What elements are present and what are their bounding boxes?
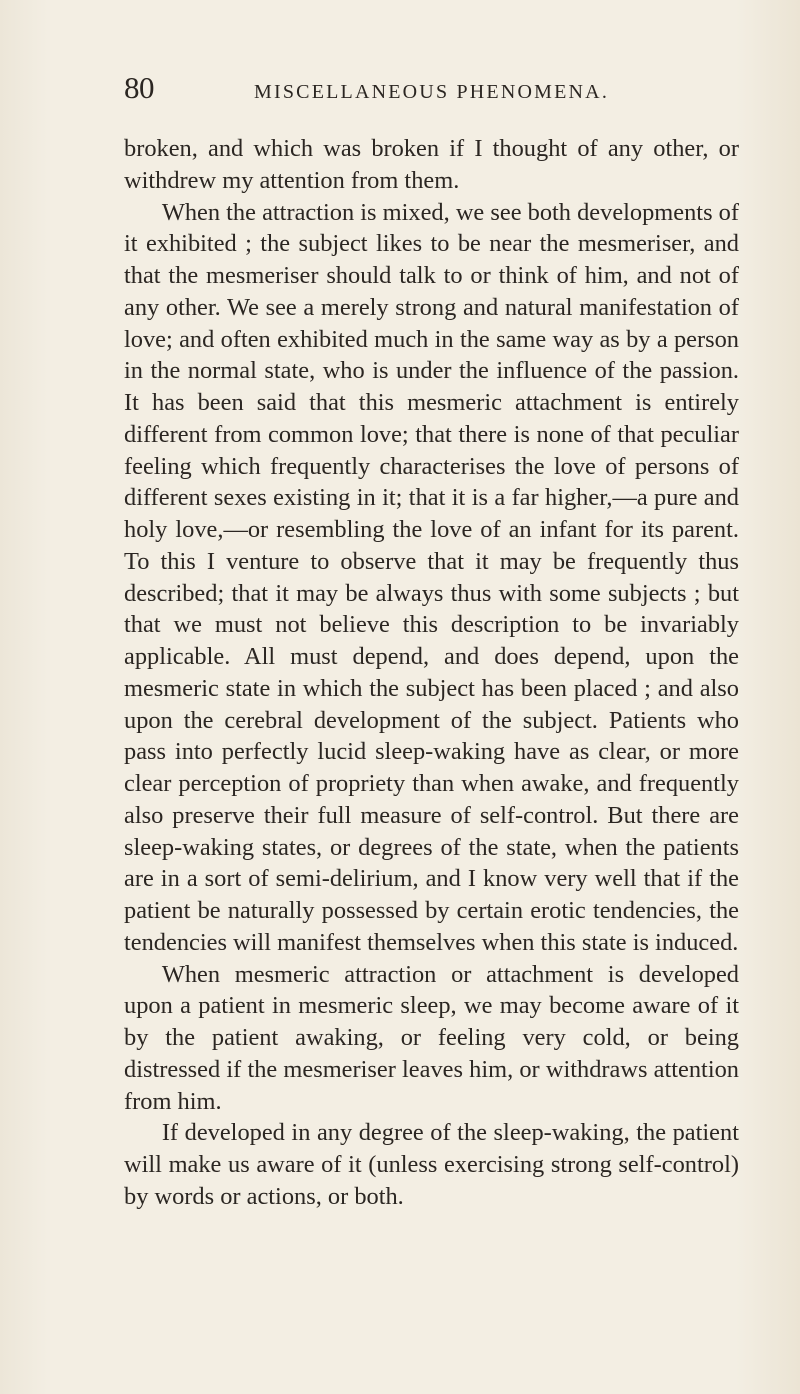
running-head xyxy=(124,68,744,108)
page-number: 80 xyxy=(124,70,154,105)
paragraph: When the attraction is mixed, we see both developments of it exhibited ; the subject likes to be near the mesmeriser, and that the mesmeriser should talk to or think of him, and not of any other. We see a merely strong and natural manifestation of love; and often exhibited much in the same way as by a person in the normal state, who is under the influence of the passion. It has been said that this mesmeric attachment is entirely different from common love; that there is none of that peculiar feeling which frequently characterises the love of persons of different sexes existing in it; that it is a far higher,—a pure and holy love,—or resembling the love of an infant for its parent. To this I venture to observe that it may be frequently thus described; that it may be always thus with some subjects ; but that we must not believe this description to be invariably applicable. All must depend, and does depend, upon the mesmeric state in which the subject has been placed ; and also upon the cerebral development of the subject. Patients who pass into perfectly lucid sleep-waking have as clear, or more clear perception of propriety than when awake, and frequently also preserve their full measure of self-control. But there are sleep-waking states, or degrees of the state, when the patients are in a sort of semi-delirium, and I know very well that if the patient be naturally possessed by certain erotic tendencies, the tendencies will manifest themselves when this state is induced. xyxy=(124,198,739,956)
body-text xyxy=(124,133,739,1213)
paragraph-continued: broken, and which was broken if I thought of any other, or withdrew my attention from them. xyxy=(124,135,739,194)
paragraph: If developed in any degree of the sleep-waking, the patient will make us aware of it (unless exercising strong self-control) by words or actions, or both. xyxy=(124,1119,739,1210)
paragraph: When mesmeric attraction or attachment is developed upon a patient in mesmeric sleep, we may become aware of it by the patient awaking, or feeling very cold, or being distressed if the mesmeriser leaves him, or withdraws attention from him. xyxy=(124,960,739,1115)
running-title: MISCELLANEOUS PHENOMENA. xyxy=(254,81,610,103)
